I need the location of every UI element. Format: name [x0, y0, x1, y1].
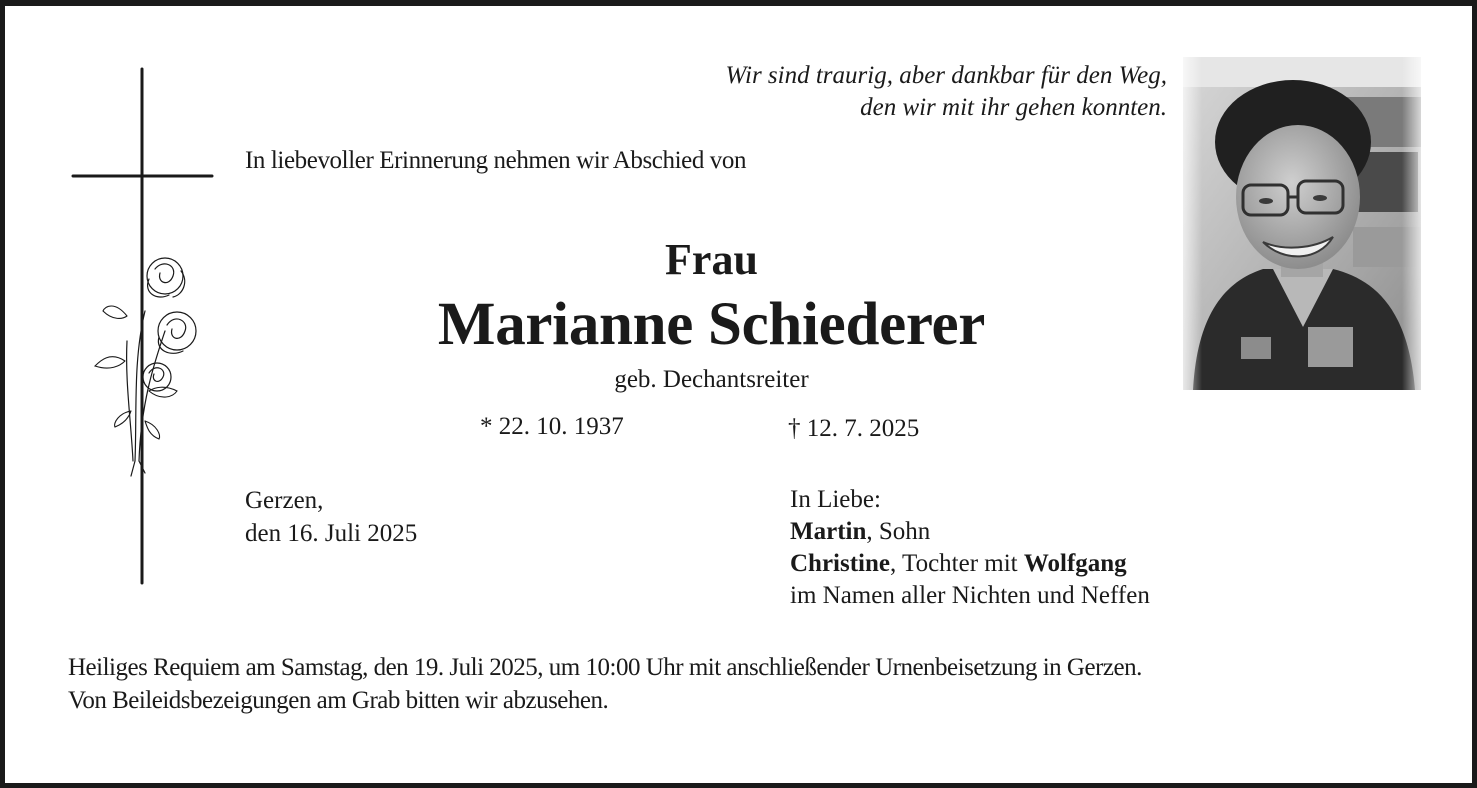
salutation: Frau: [665, 235, 758, 284]
intro-text: In liebevoller Erinnerung nehmen wir Abschied von: [245, 147, 747, 174]
mourner-relation-2: , Tochter mit: [890, 550, 1024, 577]
death-date: † 12. 7. 2025: [788, 415, 920, 442]
mourner-relation-1: , Sohn: [866, 518, 931, 545]
mourners: [790, 484, 1150, 612]
birth-date: * 22. 10. 1937: [480, 413, 624, 440]
mourner-name-martin: Martin: [790, 518, 867, 545]
deceased-name: Marianne Schiederer: [437, 291, 986, 358]
quote-line-1: Wir sind traurig, aber dankbar für den Weg,: [725, 62, 1167, 89]
place-date: [245, 484, 417, 550]
maiden-name: geb. Dechantsreiter: [614, 366, 809, 393]
mourner-line-3: im Namen aller Nichten und Neffen: [790, 582, 1150, 609]
service-line-2: Von Beileidsbezeigungen am Grab bitten wir abzusehen.: [68, 687, 609, 714]
mourner-name-wolfgang: Wolfgang: [1023, 550, 1127, 577]
place-line-2: den 16. Juli 2025: [245, 520, 418, 547]
mourner-line-2: [790, 548, 1150, 580]
mourners-heading: In Liebe:: [790, 486, 881, 513]
mourner-line-1: [790, 516, 1150, 548]
service-line-1: Heiliges Requiem am Samstag, den 19. Juli 2025, um 10:00 Uhr mit anschließender Urnenbeisetzung in Gerzen.: [68, 654, 1142, 681]
place-line-1: Gerzen,: [245, 487, 324, 514]
service-info: [68, 651, 1142, 717]
quote: [726, 60, 1167, 124]
portrait-photo: [1183, 57, 1421, 390]
quote-line-2: den wir mit ihr gehen konnten.: [860, 94, 1167, 121]
mourner-name-christine: Christine: [790, 550, 890, 577]
